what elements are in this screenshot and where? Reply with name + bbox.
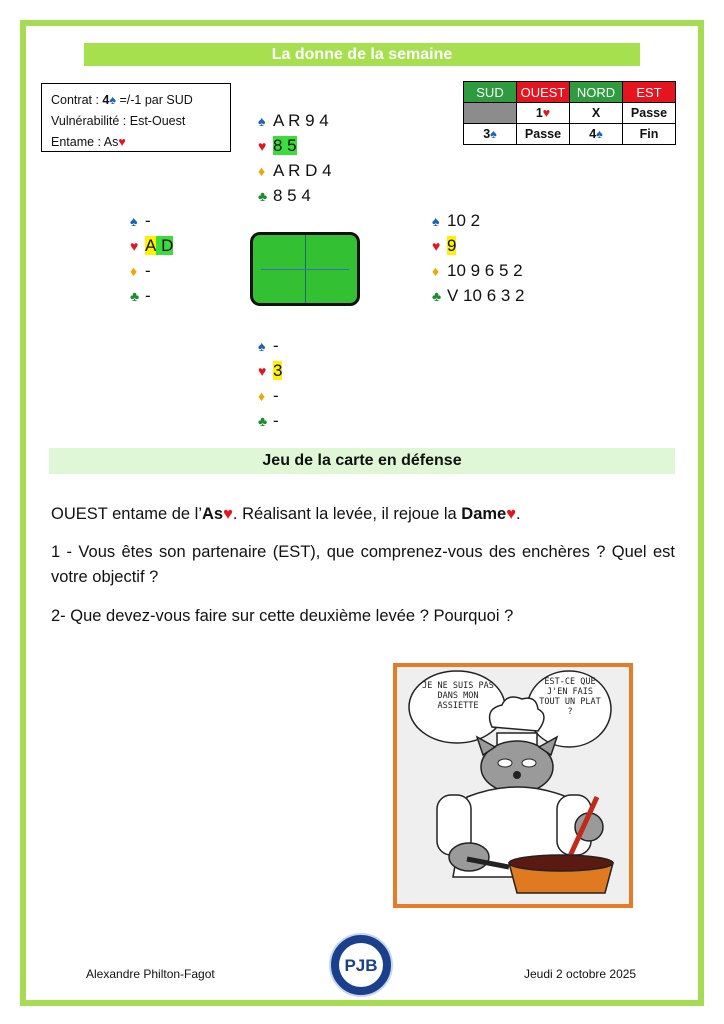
- svg-text:PJB: PJB: [344, 956, 378, 975]
- east-hand: ♠ 10 2 ♥ 9 ♦ 10 9 6 5 2 ♣ V 10 6 3 2: [432, 208, 525, 308]
- diamond-icon: ♦: [432, 263, 440, 279]
- club-icon: ♣: [258, 413, 268, 429]
- spade-icon: ♠: [109, 93, 117, 107]
- bid-header-nord: NORD: [570, 82, 623, 103]
- spade-icon: ♠: [432, 213, 440, 229]
- bid-header-est: EST: [623, 82, 676, 103]
- page-title: La donne de la semaine: [84, 43, 640, 66]
- spade-icon: ♠: [130, 213, 138, 229]
- pjb-logo: [328, 932, 394, 998]
- diamond-icon: ♦: [258, 388, 266, 404]
- cartoon-bubble-2: EST-CE QUE J'EN FAIS TOUT UN PLAT ?: [539, 677, 601, 717]
- heart-icon: ♥: [258, 363, 267, 379]
- section-title: Jeu de la carte en défense: [49, 448, 675, 474]
- spade-icon: ♠: [258, 113, 266, 129]
- question-2: 2- Que devez-vous faire sur cette deuxième levée ? Pourquoi ?: [51, 607, 514, 625]
- heart-icon: ♥: [118, 135, 126, 149]
- bid-cell-empty: [464, 103, 517, 124]
- diamond-icon: ♦: [130, 263, 138, 279]
- bid-header-sud: SUD: [464, 82, 517, 103]
- cartoon-bubble-1: JE NE SUIS PAS DANS MON ASSIETTE: [422, 681, 494, 711]
- heart-icon: ♥: [258, 138, 267, 154]
- paragraph-lead: OUEST entame de l’As♥. Réalisant la levée, il rejoue la Dame♥.: [51, 505, 521, 523]
- bid-cell: Passe: [517, 124, 570, 145]
- west-hearts: A D: [145, 236, 174, 255]
- lead-line: Entame : As♥: [51, 135, 126, 149]
- bid-header-ouest: OUEST: [517, 82, 570, 103]
- footer-author: Alexandre Philton-Fagot: [86, 967, 215, 981]
- club-icon: ♣: [130, 288, 140, 304]
- diamond-icon: ♦: [258, 163, 266, 179]
- west-hand: ♠ - ♥ A D ♦ - ♣ -: [130, 208, 173, 308]
- club-icon: ♣: [258, 188, 268, 204]
- club-icon: ♣: [432, 288, 442, 304]
- heart-icon: ♥: [506, 505, 517, 523]
- south-hand: ♠ - ♥ 3 ♦ - ♣ -: [258, 333, 282, 433]
- cartoon-image: [393, 663, 633, 908]
- bid-cell: X: [570, 103, 623, 124]
- spade-icon: ♠: [596, 127, 603, 141]
- question-1: 1 - Vous êtes son partenaire (EST), que comprenez-vous des enchères ? Quel est votre objectif ?: [51, 543, 675, 586]
- spade-icon: ♠: [258, 338, 266, 354]
- footer-date: Jeudi 2 octobre 2025: [524, 967, 637, 981]
- heart-icon: ♥: [223, 505, 233, 523]
- card-table: [250, 232, 360, 306]
- vulnerability-line: Vulnérabilité : Est-Ouest: [51, 114, 186, 128]
- heart-icon: ♥: [130, 238, 139, 254]
- heart-icon: ♥: [542, 106, 551, 120]
- bid-cell: 4♠: [570, 124, 623, 145]
- bid-cell: Passe: [623, 103, 676, 124]
- heart-icon: ♥: [432, 238, 441, 254]
- spade-icon: ♠: [490, 127, 497, 141]
- contract-box: [41, 83, 231, 152]
- bidding-table: [463, 81, 676, 145]
- contract-line: Contrat : 4♠ =/-1 par SUD: [51, 93, 193, 107]
- north-hand: ♠ A R 9 4 ♥ 8 5 ♦ A R D 4 ♣ 8 5 4: [258, 108, 332, 208]
- bid-cell: 3♠: [464, 124, 517, 145]
- bid-cell: Fin: [623, 124, 676, 145]
- bid-cell: 1♥: [517, 103, 570, 124]
